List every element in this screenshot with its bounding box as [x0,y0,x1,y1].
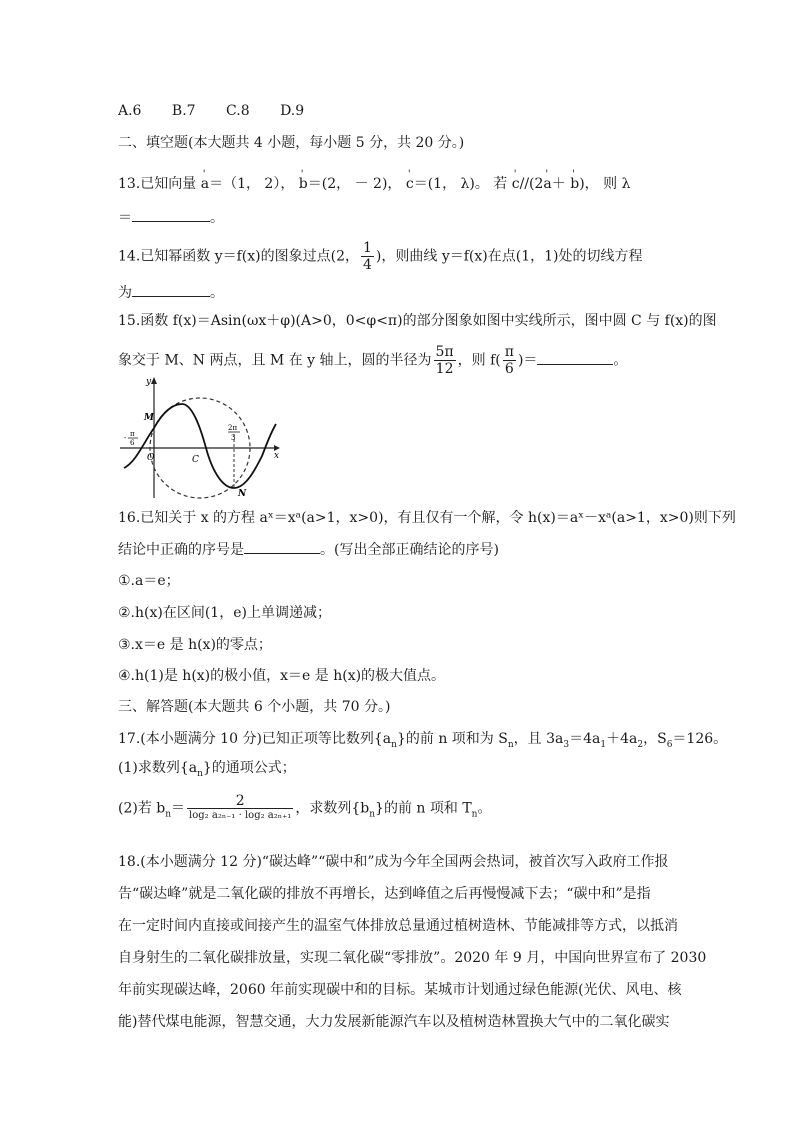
answer-blank-16[interactable] [244,539,320,554]
vector-b: ' b [299,174,308,194]
q17-text: (1)求数列{a [118,760,198,776]
fraction-denominator: 12 [435,361,454,377]
question-18-line4: 自身射生的二氧化碳排放量，实现二氧化碳“零排放”。2020 年 9 月，中国向世界宣布了 2030 [118,950,707,966]
q14-text: )，则曲线 y＝f(x)在点(1，1)处的切线方程 [375,248,643,265]
subscript: n [391,739,397,750]
subscript: n [197,768,203,779]
label-y: y [146,377,152,387]
fraction-pi-sixth [503,344,516,377]
q15-text: ，则 f( [457,352,501,369]
q17-text: (2)若 b [118,800,166,817]
fraction-radius [434,344,456,377]
fraction-one-quarter [361,240,374,273]
question-17-line1 [118,729,727,755]
q17-text: 17.(本小题满分 10 分)已知正项等比数列{a [118,731,392,747]
label-o: O [147,453,155,463]
q15-text: 象交于 M、N 两点，且 M 在 y 轴上，圆的半径为 [118,352,432,369]
q17-text: ＝ [171,800,186,817]
question-16-line1: 16.已知关于 x 的方程 aˣ＝xᵃ(a>1，x>0)，有且仅有一个解，令 h(x)＝aˣ－xᵃ(a>1，x>0)则下列 [118,510,736,526]
equals-sign: ＝ [118,210,132,226]
question-18-line6: 能)替代煤电能源，智慧交通，大力发展新能源汽车以及植树造林置换大气中的二氧化碳实 [118,1014,670,1030]
q16-text: 。(写出全部正确结论的序号) [320,542,499,558]
answer-blank-14[interactable] [132,282,210,297]
q14-text: 为 [118,285,132,301]
fraction-denominator: 6 [504,361,514,377]
answer-blank-13[interactable] [132,207,210,222]
q17-text: ，S [643,731,667,747]
label-c: C [192,455,199,465]
q17-text: ，求数列{b [295,800,370,817]
vector-b: ' b [570,174,579,194]
subscript: n [471,809,478,820]
subscript: 1 [600,739,607,750]
question-15-line1: 15.函数 f(x)＝Asin(ωx＋φ)(A>0，0<φ<π)的部分图象如图中实线所示，图中圆 C 与 f(x)的图 [118,313,717,329]
q17-text: ，且 3a [513,731,564,747]
vector-a: ' a [543,174,551,194]
answer-options [118,101,330,121]
label-neg-pi: π [130,430,135,438]
q13-text: ＋ [551,176,571,192]
q13-text: ＝(1， λ)。 若 [413,176,512,192]
y-axis-arrow [151,377,157,384]
q14-text: 14.已知幂函数 y＝f(x)的图象过点(2， [118,248,359,265]
option-d: D.9 [280,103,305,119]
fraction-bn [187,795,293,822]
answer-blank-15[interactable] [537,350,613,365]
question-16-line2 [118,539,499,560]
question-18-line1: 18.(本小题满分 12 分)“碳达峰”“碳中和”成为今年全国两会热词，被首次写入政府工作报 [118,854,669,870]
q17-text: ＝126。 [672,731,728,747]
question-18-line5: 年前实现碳达峰，2060 年前实现碳中和的目标。某城市计划通过绿色能源(光伏、风电、核 [118,982,682,998]
vector-a: ' a [201,174,209,194]
fraction-numerator: 5π [435,344,454,360]
subscript: n [369,809,376,820]
q13-text: )， 则 λ [579,176,631,192]
q17-text: }的前 n 项和 T [375,800,472,817]
question-13 [118,174,630,194]
label-n: N [238,489,247,499]
fraction-numerator: 1 [363,240,372,256]
fraction-denominator: log₂ a₂ₙ₋₁ · log₂ a₂ₙ₊₁ [189,810,292,821]
label-m: M [144,413,154,423]
label-x: x [274,451,280,461]
sine-circle-figure [116,372,288,502]
question-13-answer-line: ＝ 。 [118,207,224,228]
fraction-denominator: 4 [363,257,372,273]
q17-text: 。 [477,800,492,817]
subscript: 6 [666,739,673,750]
option-c: C.8 [226,103,250,119]
question-17-part1 [118,758,296,784]
subscript: n [165,809,172,820]
q17-text: ＝4a [569,731,601,747]
q16-option-3: ③.x＝e 是 h(x)的零点； [118,637,272,653]
q16-text: 结论中正确的序号是 [118,542,244,558]
section-answer-heading: 三、解答题(本大题共 6 个小题，共 70 分。) [118,699,391,715]
q13-text: ＝(2， － 2)， [307,176,406,192]
q17-text: ＋4a [606,731,638,747]
question-14-answer-line: 为 。 [118,282,224,303]
subscript: 3 [563,739,570,750]
question-15-line2: 象交于 M、N 两点，且 M 在 y 轴上，圆的半径为 $\frac{5\pi}{12}$ ，则 f( $\frac{\pi}{6}$ )＝ 。 [118,344,628,377]
fraction-numerator: 2 [187,795,293,809]
q15-text: )＝ [517,352,538,369]
label-three: 3 [231,434,236,442]
fraction-numerator: π [504,344,514,360]
q13-text: 13.已知向量 [118,176,201,192]
question-14 [118,240,642,273]
section-fill-in-heading: 二、填空题(本大题共 4 小题，每小题 5 分，共 20 分。) [118,135,465,151]
label-neg-sign: - [124,434,127,442]
subscript: 2 [637,739,644,750]
vector-c: ' c [512,174,520,194]
q16-option-2: ②.h(x)在区间(1，e)上单调递减； [118,605,331,621]
subscript: n [507,739,514,750]
q13-text: ＝（1， 2）， [209,176,299,192]
question-17-part2 [118,795,491,824]
label-neg-six: 6 [130,439,135,447]
option-a: A.6 [118,103,142,119]
label-two-pi: 2π [228,424,238,432]
question-18-line3: 在一定时间内直接或间接产生的温室气体排放总量通过植树造林、节能减排等方式，以抵消 [118,918,678,934]
option-b: B.7 [171,103,196,119]
q16-option-1: ①.a＝e； [118,573,180,589]
q17-text: }的前 n 项和为 S [396,731,508,747]
q16-option-4: ④.h(1)是 h(x)的极小值，x＝e 是 h(x)的极大值点。 [118,668,446,684]
q17-text: }的通项公式； [202,760,296,776]
question-18-line2: 告“碳达峰”就是二氧化碳的排放不再增长，达到峰值之后再慢慢减下去；“碳中和”是指 [118,886,651,902]
vector-c: ' c [406,174,414,194]
q13-text: //(2 [519,176,544,192]
